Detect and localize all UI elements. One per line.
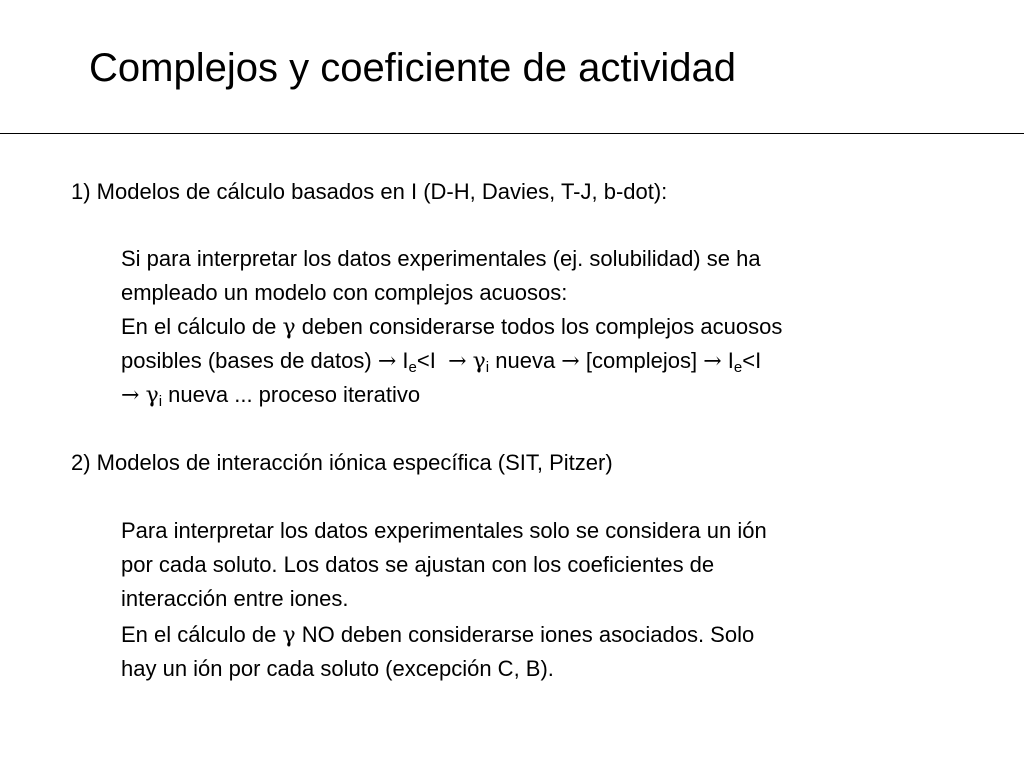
section-1-text-line-1: Si para interpretar los datos experimentales (ej. solubilidad) se ha xyxy=(121,246,761,271)
arrow-symbol: → xyxy=(561,349,580,374)
section-1-heading: 1) Modelos de cálculo basados en I (D-H, Davies, T-J, b-dot): xyxy=(71,179,668,204)
section-1-text-line-5 xyxy=(121,380,420,411)
slide-title: Complejos y coeficiente de actividad xyxy=(89,46,737,90)
arrow-symbol: → xyxy=(703,349,722,374)
ionic-strength-symbol: I xyxy=(727,348,734,373)
section-1-text-line-3 xyxy=(121,312,782,343)
subscript: e xyxy=(733,359,743,376)
text-segment: nueva xyxy=(489,348,562,373)
text-segment: [complejos] xyxy=(579,348,704,373)
text-segment: <I xyxy=(416,348,436,373)
title-divider xyxy=(0,133,1024,134)
subscript: e xyxy=(408,359,417,376)
section-2-heading: 2) Modelos de interacción iónica específica (SIT, Pitzer) xyxy=(71,450,613,475)
gamma-symbol: γ xyxy=(472,349,486,374)
text-segment: nueva ... proceso iterativo xyxy=(162,382,421,407)
section-1-text-line-4 xyxy=(121,346,761,377)
section-2-text-line-1: Para interpretar los datos experimentales solo se considera un ión xyxy=(121,518,767,543)
gamma-symbol: γ xyxy=(145,383,159,408)
arrow-symbol: → xyxy=(121,383,140,408)
section-2-text-line-3: interacción entre iones. xyxy=(121,586,349,611)
subscript: i xyxy=(158,393,163,410)
section-2-text-line-2: por cada soluto. Los datos se ajustan con los coeficientes de xyxy=(121,552,715,577)
section-2-text-line-5: hay un ión por cada soluto (excepción C, B). xyxy=(121,656,554,681)
subscript: i xyxy=(485,359,490,376)
text-segment: <I xyxy=(742,348,762,373)
text-segment: NO deben considerarse iones asociados. Solo xyxy=(295,622,755,647)
text-segment: deben considerarse todos los complejos acuosos xyxy=(295,314,783,339)
text-segment: En el cálculo de xyxy=(121,314,283,339)
ionic-strength-symbol: I xyxy=(402,348,409,373)
arrow-symbol: → xyxy=(448,349,467,374)
section-2-text-line-4 xyxy=(121,620,754,651)
text-segment: En el cálculo de xyxy=(121,622,283,647)
gamma-symbol: γ xyxy=(282,315,296,340)
arrow-symbol: → xyxy=(377,349,397,374)
text-segment: posibles (bases de datos) xyxy=(121,348,378,373)
gamma-symbol: γ xyxy=(282,623,296,648)
section-1-text-line-2: empleado un modelo con complejos acuosos: xyxy=(121,280,568,305)
